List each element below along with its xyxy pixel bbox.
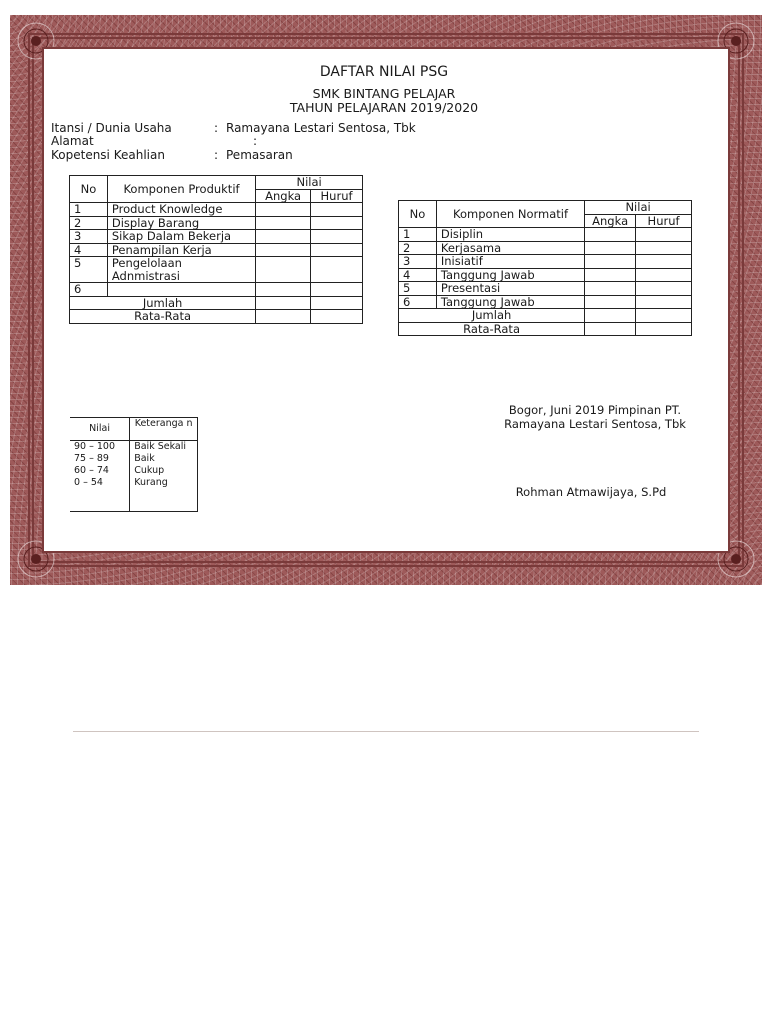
school-name: SMK BINTANG PELAJAR	[312, 86, 456, 101]
total-row	[399, 309, 692, 323]
col-header-nilai: Nilai	[585, 201, 692, 215]
total-label: Jumlah	[70, 296, 256, 310]
legend-range: 60 – 74	[70, 465, 130, 477]
table-row	[70, 203, 363, 217]
score-huruf-cell[interactable]	[311, 203, 363, 217]
col-header-no: No	[399, 201, 437, 228]
grade-legend-table	[70, 417, 198, 512]
average-row	[399, 322, 692, 336]
legend-desc: Baik	[130, 453, 198, 465]
col-header-angka: Angka	[585, 214, 636, 228]
row-number: 1	[70, 203, 108, 217]
legend-row	[70, 453, 198, 465]
info-colon: :	[214, 121, 219, 135]
average-angka-cell[interactable]	[585, 322, 636, 336]
score-angka-cell[interactable]	[256, 230, 311, 244]
info-value-instansi: Ramayana Lestari Sentosa, Tbk	[226, 121, 416, 135]
legend-desc: Kurang	[130, 477, 198, 489]
score-angka-cell[interactable]	[585, 241, 636, 255]
info-label-kompetensi: Kopetensi Keahlian	[51, 148, 165, 162]
average-label: Rata-Rata	[399, 322, 585, 336]
table-row	[399, 241, 692, 255]
total-huruf-cell[interactable]	[636, 309, 692, 323]
info-colon: :	[253, 134, 258, 148]
score-huruf-cell[interactable]	[636, 255, 692, 269]
row-number: 1	[399, 228, 437, 242]
produktif-table	[69, 175, 363, 324]
score-huruf-cell[interactable]	[636, 268, 692, 282]
score-angka-cell[interactable]	[256, 243, 311, 257]
score-angka-cell[interactable]	[256, 216, 311, 230]
info-label-alamat: Alamat	[51, 134, 94, 148]
col-header-huruf: Huruf	[636, 214, 692, 228]
row-number: 2	[70, 216, 108, 230]
total-angka-cell[interactable]	[256, 296, 311, 310]
document-title: DAFTAR NILAI PSG	[319, 64, 449, 80]
info-value-kompetensi: Pemasaran	[226, 148, 293, 162]
legend-desc: Cukup	[130, 465, 198, 477]
table-row	[399, 282, 692, 296]
col-header-komponen: Komponen Produktif	[107, 176, 255, 203]
signature-name: Rohman Atmawijaya, S.Pd	[515, 485, 667, 499]
average-label: Rata-Rata	[70, 310, 256, 324]
row-component: Pengelolaan Adnmistrasi	[107, 257, 255, 283]
table-row	[399, 255, 692, 269]
score-angka-cell[interactable]	[256, 203, 311, 217]
academic-year: TAHUN PELAJARAN 2019/2020	[289, 100, 479, 115]
score-angka-cell[interactable]	[585, 255, 636, 269]
row-number: 6	[70, 283, 108, 297]
score-angka-cell[interactable]	[585, 282, 636, 296]
legend-range: 0 – 54	[70, 477, 130, 489]
row-component	[107, 283, 255, 297]
info-label-instansi: Itansi / Dunia Usaha	[51, 121, 172, 135]
score-huruf-cell[interactable]	[311, 230, 363, 244]
score-huruf-cell[interactable]	[636, 295, 692, 309]
table-row	[399, 295, 692, 309]
row-component: Disiplin	[436, 228, 584, 242]
row-number: 5	[70, 257, 108, 283]
average-row	[70, 310, 363, 324]
row-component: Display Barang	[107, 216, 255, 230]
table-row	[70, 283, 363, 297]
signature-place-date: Bogor, Juni 2019 Pimpinan PT.	[508, 403, 682, 417]
legend-row	[70, 477, 198, 489]
row-component: Kerjasama	[436, 241, 584, 255]
col-header-huruf: Huruf	[311, 189, 363, 203]
total-label: Jumlah	[399, 309, 585, 323]
signature-company: Ramayana Lestari Sentosa, Tbk	[504, 417, 686, 431]
legend-row	[70, 441, 198, 454]
col-header-komponen: Komponen Normatif	[436, 201, 584, 228]
total-row	[70, 296, 363, 310]
table-row	[70, 257, 363, 283]
legend-row	[70, 465, 198, 477]
row-number: 3	[70, 230, 108, 244]
score-angka-cell[interactable]	[585, 295, 636, 309]
total-angka-cell[interactable]	[585, 309, 636, 323]
legend-header-nilai: Nilai	[70, 418, 130, 441]
legend-header-keterangan: Keteranga n	[130, 418, 198, 441]
score-angka-cell[interactable]	[256, 283, 311, 297]
divider-line	[73, 731, 699, 732]
score-huruf-cell[interactable]	[636, 241, 692, 255]
score-huruf-cell[interactable]	[311, 216, 363, 230]
table-row	[70, 216, 363, 230]
score-huruf-cell[interactable]	[636, 282, 692, 296]
row-number: 4	[70, 243, 108, 257]
row-component: Tanggung Jawab	[436, 295, 584, 309]
average-angka-cell[interactable]	[256, 310, 311, 324]
table-row	[70, 230, 363, 244]
table-row	[399, 228, 692, 242]
row-number: 2	[399, 241, 437, 255]
score-angka-cell[interactable]	[256, 257, 311, 283]
score-angka-cell[interactable]	[585, 228, 636, 242]
table-row	[399, 268, 692, 282]
row-component: Tanggung Jawab	[436, 268, 584, 282]
row-number: 6	[399, 295, 437, 309]
legend-range: 75 – 89	[70, 453, 130, 465]
row-number: 4	[399, 268, 437, 282]
info-colon: :	[214, 148, 219, 162]
average-huruf-cell[interactable]	[311, 310, 363, 324]
row-component: Sikap Dalam Bekerja	[107, 230, 255, 244]
average-huruf-cell[interactable]	[636, 322, 692, 336]
legend-range: 90 – 100	[70, 441, 130, 454]
score-angka-cell[interactable]	[585, 268, 636, 282]
score-huruf-cell[interactable]	[636, 228, 692, 242]
row-component: Product Knowledge	[107, 203, 255, 217]
score-huruf-cell[interactable]	[311, 257, 363, 283]
normatif-table	[398, 200, 692, 336]
row-component: Presentasi	[436, 282, 584, 296]
score-huruf-cell[interactable]	[311, 283, 363, 297]
legend-desc: Baik Sekali	[130, 441, 198, 454]
col-header-angka: Angka	[256, 189, 311, 203]
score-huruf-cell[interactable]	[311, 243, 363, 257]
row-number: 5	[399, 282, 437, 296]
col-header-nilai: Nilai	[256, 176, 363, 190]
row-number: 3	[399, 255, 437, 269]
row-component: Inisiatif	[436, 255, 584, 269]
total-huruf-cell[interactable]	[311, 296, 363, 310]
col-header-no: No	[70, 176, 108, 203]
table-row	[70, 243, 363, 257]
row-component: Penampilan Kerja	[107, 243, 255, 257]
